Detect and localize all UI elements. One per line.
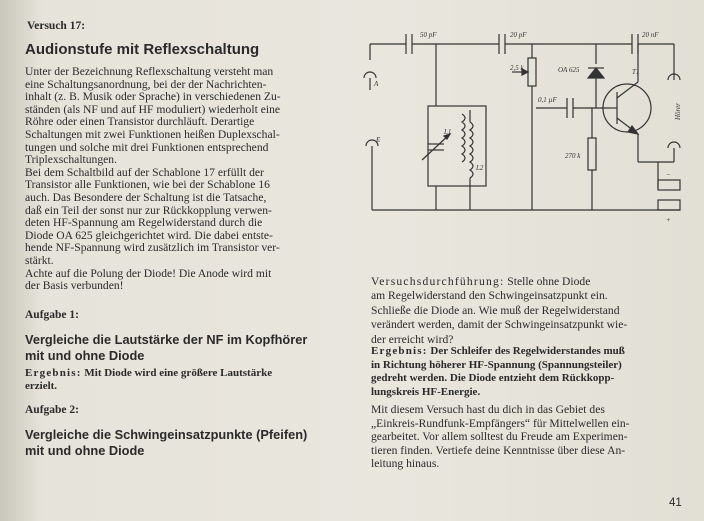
c2-label: 20 pF	[510, 31, 527, 39]
earth-label: E	[376, 136, 381, 144]
text-line: Mit diesem Versuch hast du dich in das Gebiet des	[371, 403, 605, 416]
coil-l2	[470, 122, 473, 178]
page-title: Audionstufe mit Reflexschaltung	[25, 41, 260, 58]
text-line: tieren finden. Vertiefe deine Kenntnisse über diese An-	[371, 443, 626, 457]
title-line: mit und ohne Diode	[25, 443, 145, 458]
l1-label: L1	[444, 128, 452, 136]
text-line: tungen und solche mit drei Funktionen entsprechend	[25, 140, 269, 154]
ergebnis-text: Mit Diode wird eine größere Lautstärke	[84, 367, 273, 379]
text-line: Röhre oder einen Transistor durchläuft. Derartige	[25, 115, 255, 129]
aufgabe2-label: Aufgabe 2:	[25, 404, 79, 416]
durchfuehrung-text: Stelle ohne Diode	[507, 275, 591, 288]
text-line: der Basis verbunden!	[25, 279, 124, 293]
resistor-label: 270 k	[565, 152, 581, 160]
text-line: Achte auf die Polung der Diode! Die Anode wird mit	[25, 266, 272, 280]
minus-label: −	[666, 171, 671, 179]
terminal-plus	[658, 200, 680, 210]
text-line: stärkt.	[25, 253, 54, 267]
aufgabe1-label: Aufgabe 1:	[25, 309, 79, 321]
terminal-minus	[658, 180, 680, 190]
page-number: 41	[669, 497, 682, 509]
title-line: Vergleiche die Schwingeinsatzpunkte (Pfeifen)	[25, 427, 308, 442]
text-line: „Einkreis-Rundfunk-Empfängers“ für Mittelwellen ein-	[371, 416, 630, 430]
plus-label: +	[666, 216, 671, 224]
text-line: Triplexschaltungen.	[25, 153, 117, 167]
c1-label: 50 pF	[420, 31, 437, 39]
ergebnis-label: Ergebnis:	[25, 367, 82, 379]
ergebnis-label: Ergebnis:	[371, 345, 428, 357]
text-line: inhalt (z. B. Musik oder Sprache) in verschiedenen Zu-	[25, 90, 281, 104]
text-line: gedreht werden. Die Diode entzieht dem Rückkopp-	[371, 372, 615, 385]
resistor	[588, 138, 596, 170]
coil-l1	[462, 114, 465, 162]
text-line: Schaltungen mit zwei Funktionen heißen Duplexschal-	[25, 127, 280, 141]
aufgabe1-title	[25, 332, 307, 364]
text-line: hende NF-Spannung wird zusätzlich im Transistor ver-	[25, 241, 280, 255]
antenna-label: A	[374, 80, 379, 88]
diode	[588, 68, 604, 78]
text-line: Diode OA 625 gleichgerichtet wird. Die dabei entste-	[25, 228, 273, 242]
text-line: Schließe die Diode an. Wie muß der Regelwiderstand	[371, 303, 620, 317]
l2-label: L2	[476, 164, 484, 172]
antenna-socket	[364, 72, 376, 78]
text-line: der erreicht wird?	[371, 332, 454, 346]
text-line: gearbeitet. Vor allem solltest du Freude am Experimen-	[371, 430, 628, 444]
text-line: deten HF-Spannung am Regelwiderstand durch die	[25, 216, 263, 230]
c3-label: 20 nF	[642, 31, 659, 39]
text-line: verändert werden, damit der Schwingeinsatzpunkt wie-	[371, 318, 628, 332]
text-line: in Richtung höherer HF-Spannung (Spannungsteiler)	[371, 358, 622, 371]
text-line: Bei dem Schaltbild auf der Schablone 17 erfüllt der	[25, 165, 264, 179]
text-line: lungskreis HF-Energie.	[371, 385, 481, 398]
diode-label: OA 625	[558, 66, 580, 74]
aufgabe1-ergebnis	[25, 367, 272, 392]
durchfuehrung-label: Versuchsdurchführung:	[371, 275, 505, 288]
ergebnis-block	[371, 345, 625, 399]
versuch-label: Versuch 17:	[27, 20, 86, 32]
durchfuehrung-block	[371, 275, 627, 347]
ergebnis-text: Der Schleifer des Regelwiderstandes muß	[430, 345, 625, 357]
intro-paragraph	[25, 66, 281, 293]
text-line: daß ein Teil der sonst nur zur Rückkopplung verwen-	[25, 203, 272, 217]
text-line: ständen (als NF und auf HF moduliert) wiederholt eine	[25, 102, 281, 116]
title-line: Vergleiche die Lautstärke der NF im Kopfhörer	[25, 332, 308, 347]
text-line: eine Schaltungsanordnung, bei der der Nachrichten-	[25, 77, 267, 91]
text-line: auch. Das Besondere der Schaltung ist die Tatsache,	[25, 190, 267, 204]
headphone-label: Hörer	[674, 103, 682, 120]
ergebnis-text-line2: erzielt.	[25, 379, 58, 392]
closing-paragraph	[371, 403, 630, 471]
transistor-label: T1	[632, 68, 640, 76]
c4-label: 0,1 µF	[538, 96, 557, 104]
title-line: mit und ohne Diode	[25, 348, 145, 363]
pot-label: 2,5 k	[510, 64, 524, 72]
text-line: Transistor alle Funktionen, wie bei der Schablone 16	[25, 178, 270, 192]
text-line: am Regelwiderstand den Schwingeinsatzpunkt ein.	[371, 289, 608, 303]
circuit-schematic	[362, 22, 692, 240]
text-line: Unter der Bezeichnung Reflexschaltung versteht man	[25, 65, 274, 78]
aufgabe2-title	[25, 427, 307, 459]
text-line: leitung hinaus.	[371, 457, 440, 471]
